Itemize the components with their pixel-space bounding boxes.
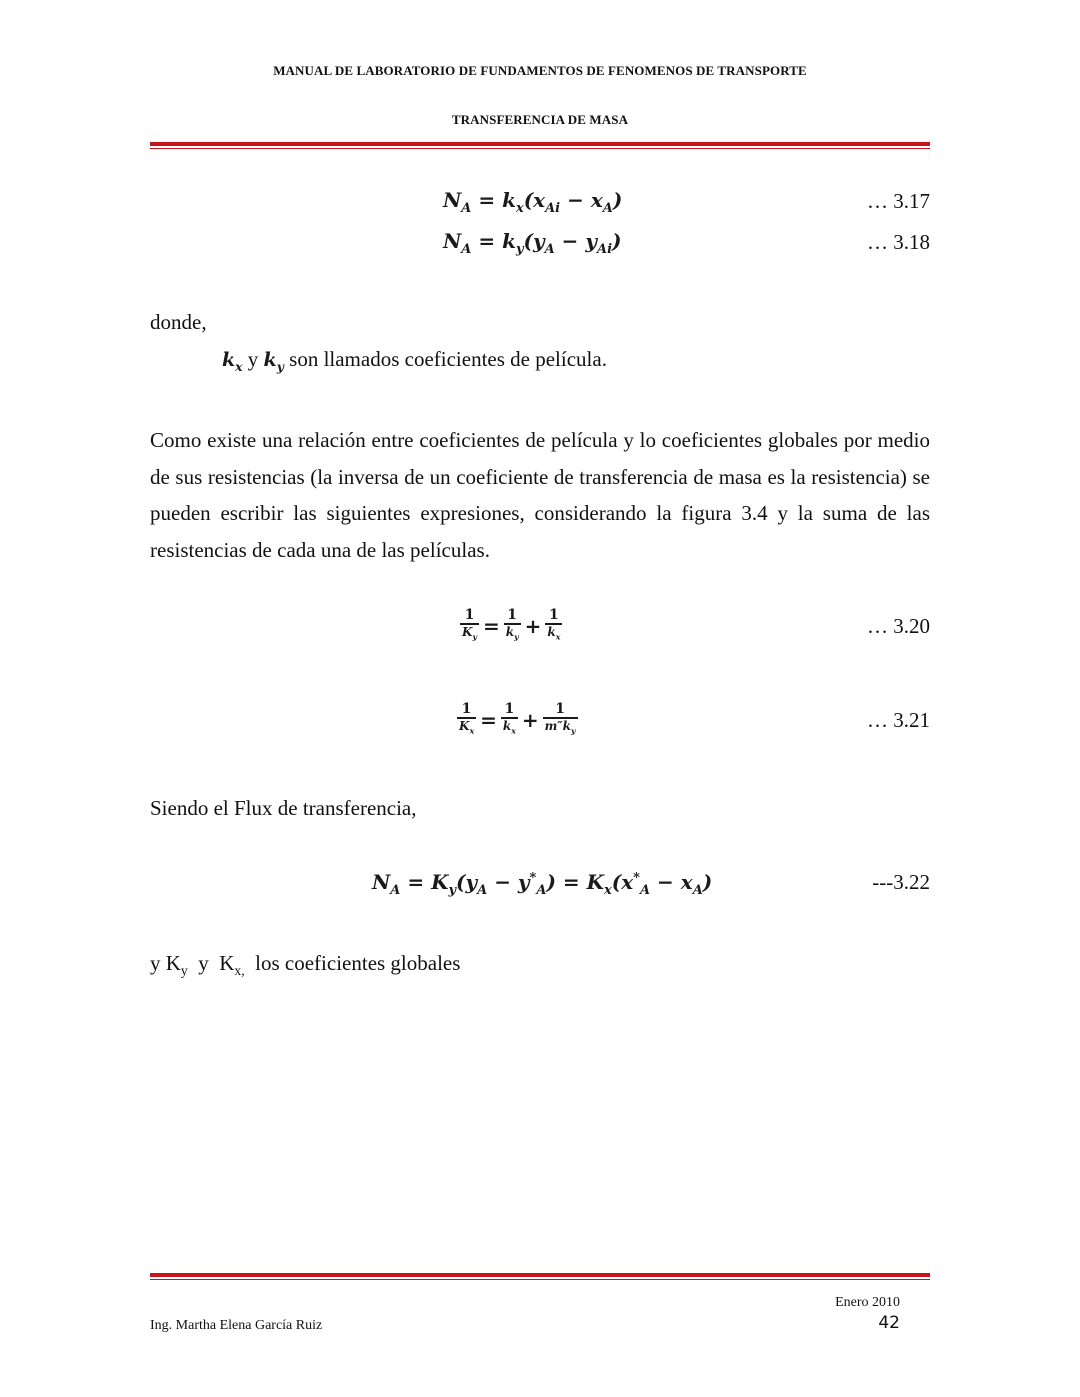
global-coefficients-line	[150, 951, 460, 979]
page-number: 42	[878, 1313, 900, 1333]
global-coefficients-text: los coeficientes globales	[255, 951, 461, 975]
footer-rule	[150, 1273, 930, 1277]
film-coefficients-line	[222, 347, 607, 374]
header-rule	[150, 142, 930, 146]
header-rule-thin	[150, 148, 930, 149]
flux-intro: Siendo el Flux de transferencia,	[150, 796, 417, 820]
body-paragraph: Como existe una relación entre coeficientes de película y lo coeficientes globales por medio de sus resistencias (la inversa de un coeficiente de transferencia de masa es la resistencia) se pueden escribir las siguientes expresiones, considerando la figura 3.4 y la suma de las resistencias de cada una de las películas.	[150, 428, 930, 562]
equation-number-3-17: … 3.17	[867, 189, 930, 213]
donde-label: donde,	[150, 310, 207, 334]
header-title: MANUAL DE LABORATORIO DE FUNDAMENTOS DE FENOMENOS DE TRANSPORTE	[273, 63, 807, 78]
film-coefficients-text: son llamados coeficientes de película.	[289, 347, 607, 371]
equation-3-18: $N_A = k_y(y_A - y_{Ai})$	[443, 229, 622, 257]
footer-date: Enero 2010	[835, 1295, 900, 1310]
equation-number-3-20: … 3.20	[867, 614, 930, 638]
footer-rule-thin	[150, 1279, 930, 1280]
conjunction-y: y $K_y$ y $K_{x,}$	[150, 951, 245, 979]
header-subtitle: TRANSFERENCIA DE MASA	[451, 112, 629, 127]
kx-symbol: $k_x$	[222, 349, 243, 374]
equation-3-22: $N_A = K_y(y_A - y^*_A) = K_x(x^*_A - x_A)$	[372, 870, 713, 898]
ky-symbol: $k_y$	[263, 349, 284, 374]
equation-3-17: $N_A = k_x(x_{Ai} - x_A)$	[443, 188, 623, 216]
equation-number-3-22: ---3.22	[872, 870, 930, 894]
equation-number-3-18: … 3.18	[867, 230, 930, 254]
footer-author: Ing. Martha Elena García Ruiz	[150, 1318, 323, 1333]
equation-number-3-21: … 3.21	[867, 708, 930, 732]
conjunction-y: y	[247, 347, 264, 371]
equation-3-20: $\frac{1}{K_y}$ = $\frac{1}{k_y}$ + $\frac{1}{k_x}$	[462, 607, 561, 642]
equation-3-21: $\frac{1}{K_x}$ = $\frac{1}{k_x}$ + $\frac{1}{m''k_y}$	[459, 701, 576, 736]
